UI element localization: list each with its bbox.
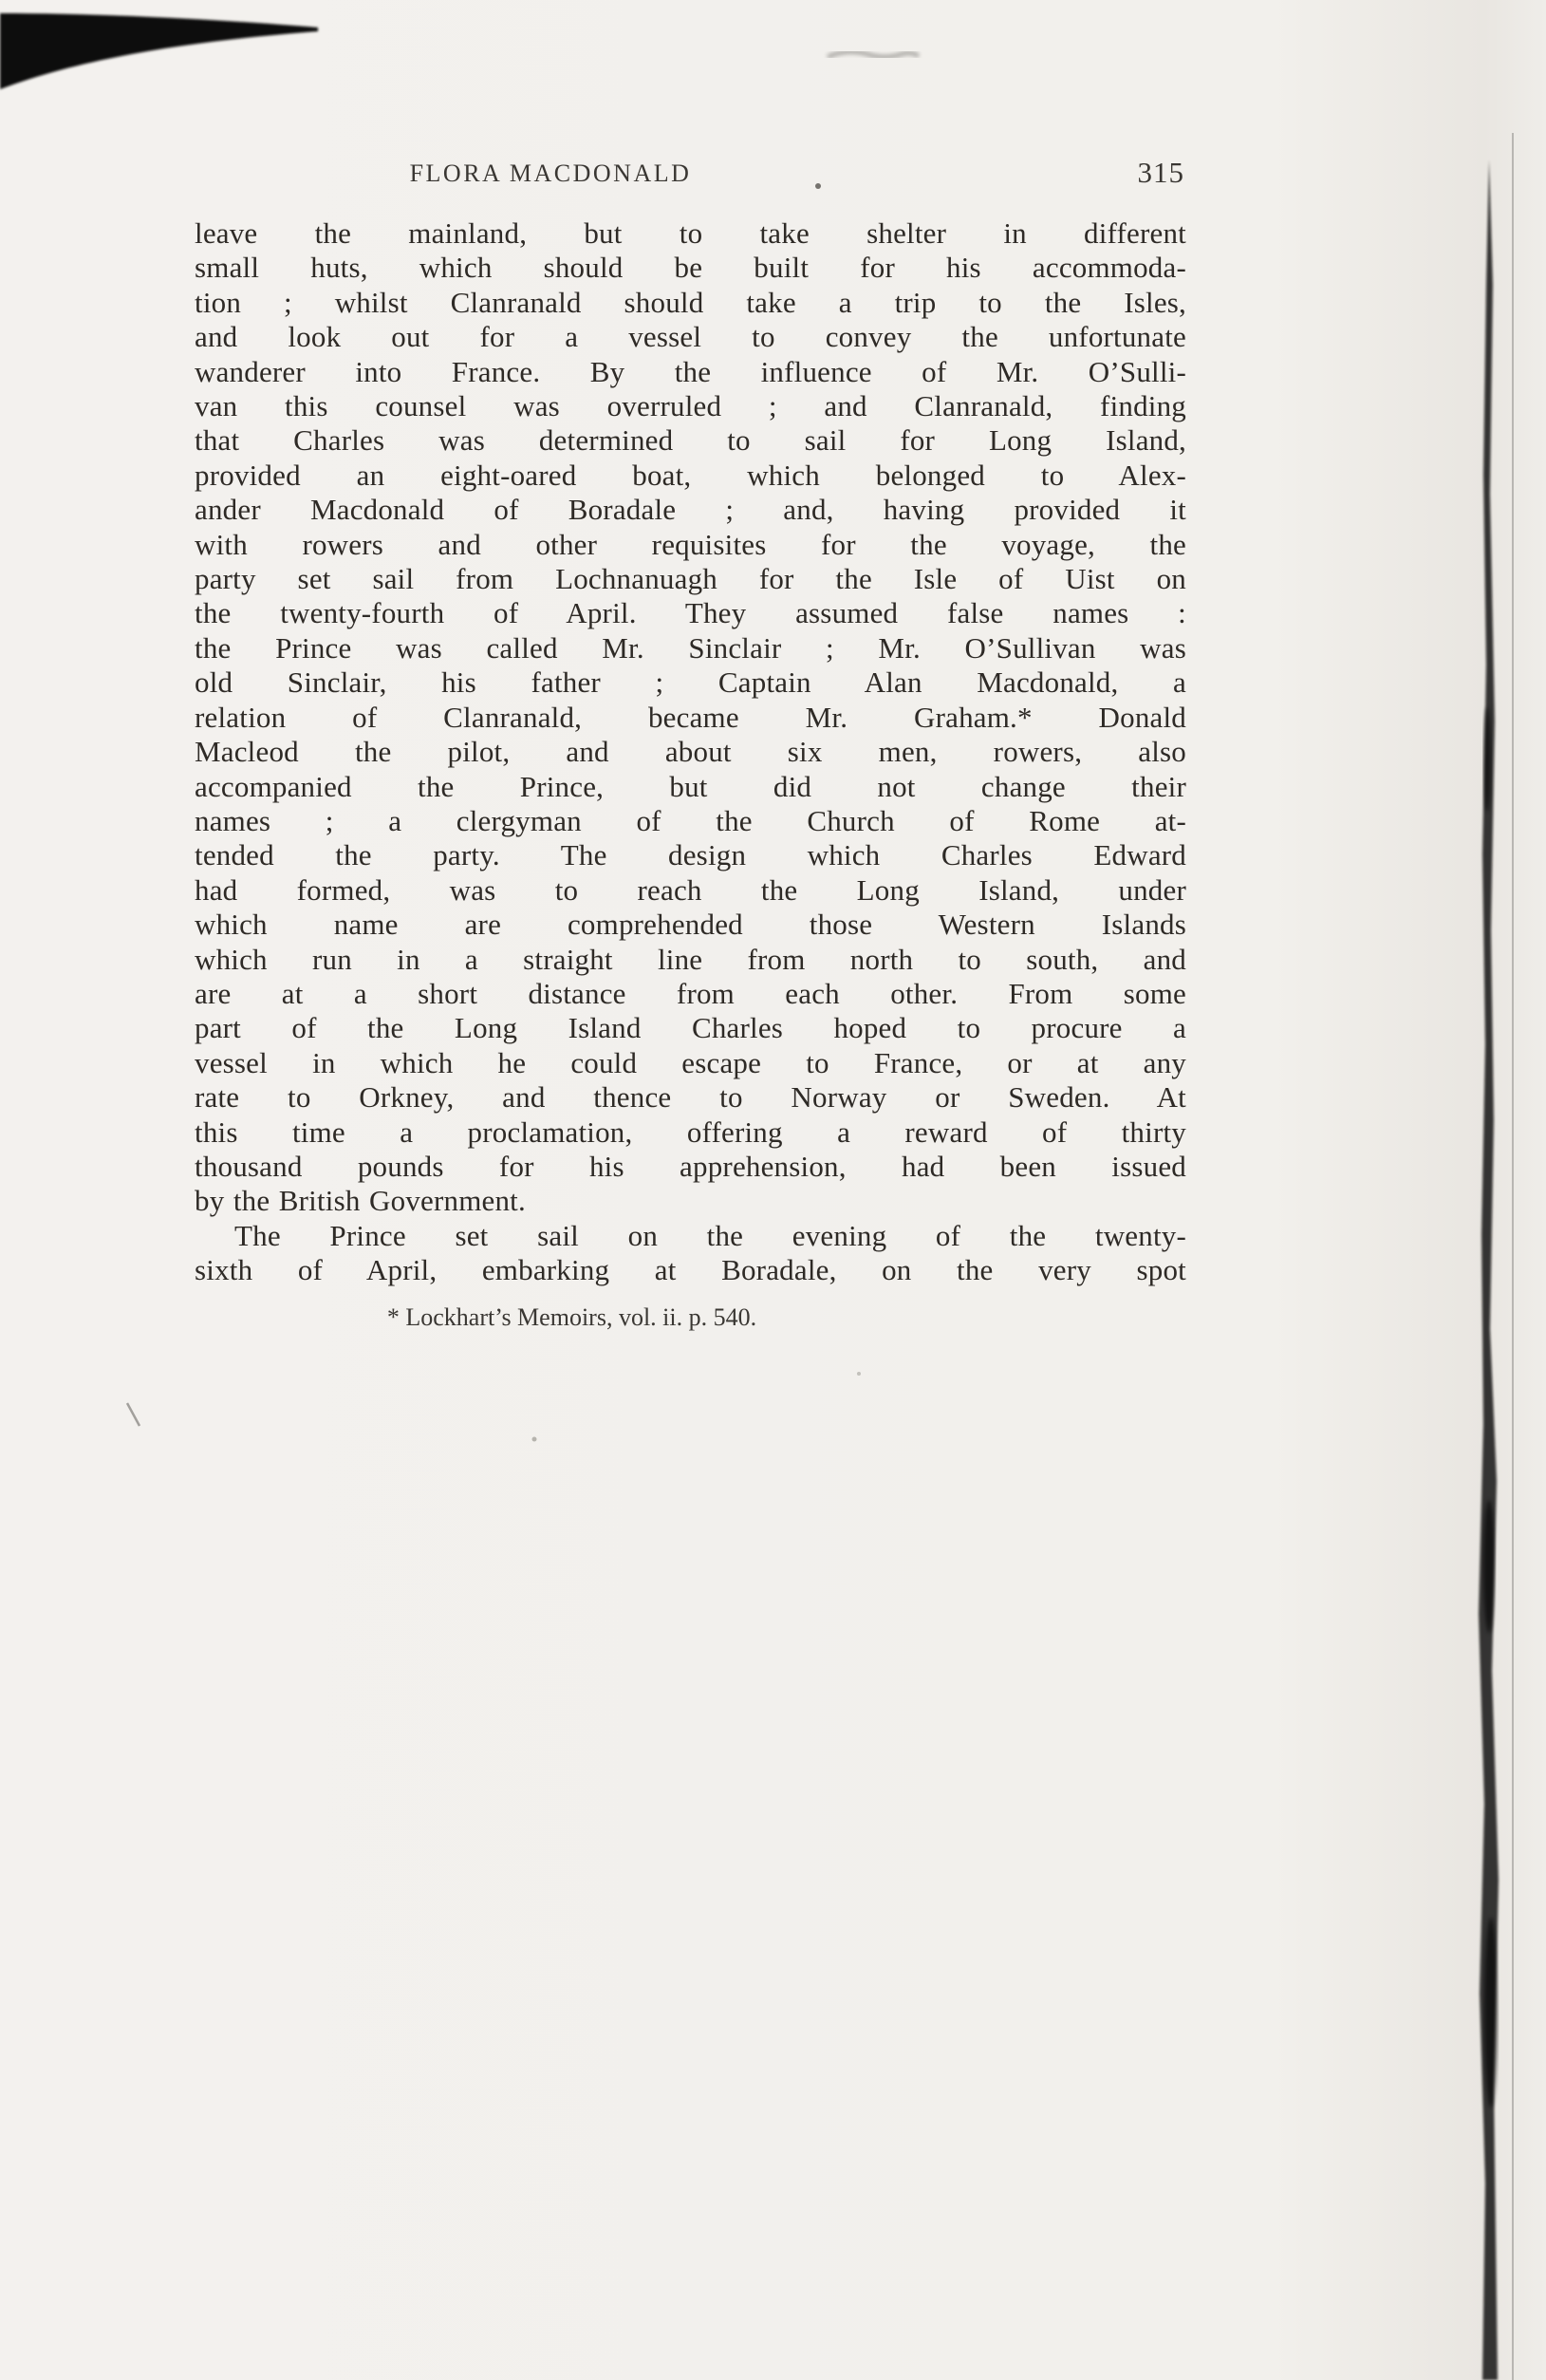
text-line: which name are comprehended those Western Islands <box>195 908 1186 942</box>
page-edge-line-artifact <box>1512 133 1514 2380</box>
speck-artifact <box>857 1372 861 1376</box>
text-line: names ; a clergyman of the Church of Rome at- <box>195 803 1186 837</box>
running-head <box>195 156 1186 194</box>
text-line: by the British Government. <box>195 1184 526 1218</box>
ink-blot-artifact <box>0 13 318 89</box>
binding-blob-artifact <box>1483 707 1491 812</box>
smudge-artifact <box>828 52 919 57</box>
text-line: the Prince was called Mr. Sinclair ; Mr. O’Sullivan was <box>195 630 1186 665</box>
text-line: are at a short distance from each other. From some <box>195 976 1186 1010</box>
text-line: vessel in which he could escape to France, or at any <box>195 1045 1186 1079</box>
body-text <box>195 216 1186 1288</box>
text-line: with rowers and other requisites for the voyage, the <box>195 527 1186 561</box>
text-line: old Sinclair, his father ; Captain Alan Macdonald, a <box>195 665 1186 700</box>
text-line: accompanied the Prince, but did not change their <box>195 769 1186 803</box>
running-head-title: FLORA MACDONALD <box>409 159 692 187</box>
text-line: part of the Long Island Charles hoped to procure a <box>195 1011 1186 1045</box>
text-line: leave the mainland, but to take shelter in different <box>195 216 1186 250</box>
speck-artifact <box>532 1437 537 1442</box>
text-line: ander Macdonald of Boradale ; and, having provided it <box>195 493 1186 527</box>
text-line: small huts, which should be built for his accommoda- <box>195 251 1186 285</box>
text-line: which run in a straight line from north to south, and <box>195 942 1186 976</box>
text-line: that Charles was determined to sail for Long Island, <box>195 423 1186 458</box>
page-content <box>195 156 1186 1332</box>
text-line: relation of Clanranald, became Mr. Graham.* Donald <box>195 700 1186 734</box>
text-line: rate to Orkney, and thence to Norway or Sweden. At <box>195 1080 1186 1115</box>
binding-blob-artifact <box>1484 1918 1498 2108</box>
text-line: this time a proclamation, offering a reward of thirty <box>195 1115 1186 1149</box>
text-line: provided an eight-oared boat, which belonged to Alex- <box>195 458 1186 492</box>
text-line: tion ; whilst Clanranald should take a trip to the Isles, <box>195 285 1186 319</box>
binding-shadow-artifact <box>1479 159 1499 2380</box>
speck-artifact <box>127 1403 140 1426</box>
text-line: sixth of April, embarking at Boradale, on the very spot <box>195 1253 1186 1287</box>
text-line: party set sail from Lochnanuagh for the Isle of Uist on <box>195 562 1186 596</box>
text-line: thousand pounds for his apprehension, had been issued <box>195 1149 1186 1183</box>
text-line: the twenty-fourth of April. They assumed false names : <box>195 596 1186 630</box>
text-line: tended the party. The design which Charles Edward <box>195 838 1186 872</box>
text-line: van this counsel was overruled ; and Clanranald, finding <box>195 389 1186 423</box>
text-line: and look out for a vessel to convey the unfortunate <box>195 320 1186 354</box>
text-line: wanderer into France. By the influence of Mr. O’Sulli- <box>195 354 1186 388</box>
page-number: 315 <box>1137 156 1184 189</box>
text-line: The Prince set sail on the evening of the twenty- <box>234 1218 1186 1252</box>
text-line: Macleod the pilot, and about six men, rowers, also <box>195 735 1186 769</box>
binding-blob-artifact <box>1483 1500 1495 1633</box>
text-line: had formed, was to reach the Long Island, under <box>195 872 1186 907</box>
footnote: * Lockhart’s Memoirs, vol. ii. p. 540. <box>386 1302 757 1331</box>
